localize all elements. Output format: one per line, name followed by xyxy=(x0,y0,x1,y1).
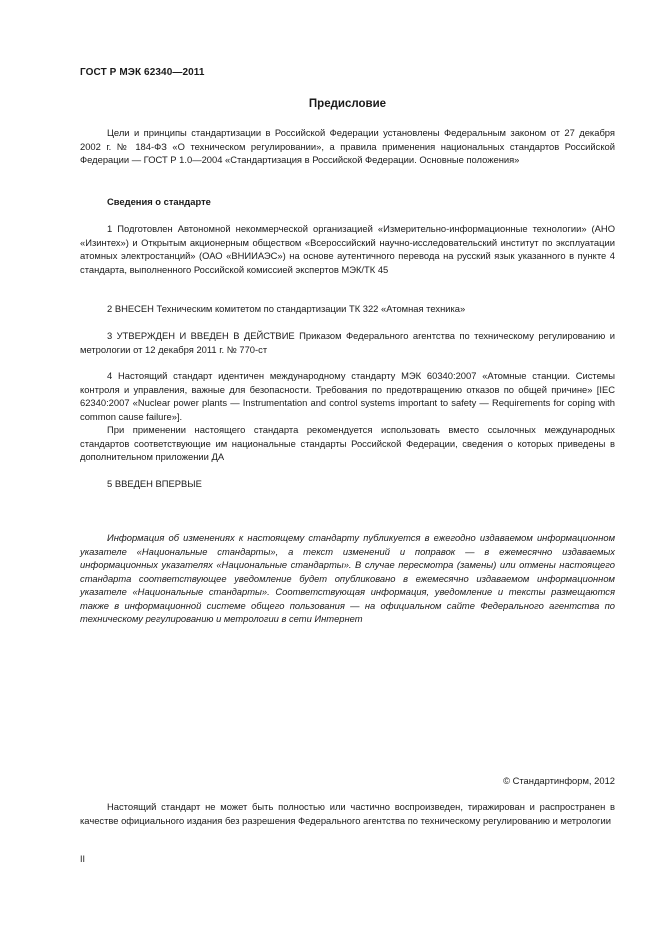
page-number: II xyxy=(80,854,86,864)
item-1 xyxy=(80,222,615,276)
item-3-text: 3 УТВЕРЖДЕН И ВВЕДЕН В ДЕЙСТВИЕ Приказом Федерального агентства по техническому регулированию и метрологии от 12 декабря 2011 г. № 770-ст xyxy=(80,330,615,355)
copyright-line: © Стандартинформ, 2012 xyxy=(503,775,615,786)
item-1-text: 1 Подготовлен Автономной некоммерческой организацией «Измерительно-информационные технологии» (АНО «Изинтех») и Открытым акционерным обществом «Всероссийский научно-исследовательский институт по эксплуатации атомных электростанций» (ОАО «ВНИИАЭС») на основе аутентичного перевода на русский язык указанного в пункте 4 стандарта, выполненного Российской комиссией экспертов МЭК/ТК 45 xyxy=(80,223,615,275)
item-2-text: 2 ВНЕСЕН Техническим комитетом по стандартизации ТК 322 «Атомная техника» xyxy=(107,303,466,314)
item-5 xyxy=(80,477,615,491)
intro-paragraph xyxy=(80,126,615,167)
item-4-note: При применении настоящего стандарта рекомендуется использовать вместо ссылочных международных стандартов соответствующие им национальные стандарты Российской Федерации, сведения о которых приведены в дополнительном приложении ДА xyxy=(80,424,615,462)
item-2 xyxy=(80,302,615,316)
item-4 xyxy=(80,369,615,464)
item-4-text: 4 Настоящий стандарт идентичен международному стандарту МЭК 60340:2007 «Атомные станции. Системы контроля и управления, важные для безопасности. Требования по предотвращению отказов по общей причине» [IEC 62340:2007 «Nuclear power plants — Instrumentation and control systems important to safety — Requirements for coping with common cause failure»]. xyxy=(80,370,615,422)
item-5-text: 5 ВВЕДЕН ВПЕРВЫЕ xyxy=(107,478,202,489)
info-notice xyxy=(80,531,615,626)
reproduction-notice-text: Настоящий стандарт не может быть полностью или частично воспроизведен, тиражирован и распространен в качестве официального издания без разрешения Федерального агентства по техническому регулированию и метрологии xyxy=(80,801,615,826)
info-notice-text: Информация об изменениях к настоящему стандарту публикуется в ежегодно издаваемом информационном указателе «Национальные стандарты», а текст изменений и поправок — в ежемесячно издаваемых информационных указателях «Национальные стандарты». В случае пересмотра (замены) или отмены настоящего стандарта соответствующее уведомление будет опубликовано в ежемесячно издаваемом информационном указателе «Национальные стандарты». Соответствующая информация, уведомление и тексты размещаются также в информационной системе общего пользования — на официальном сайте Федерального агентства по техническому регулированию и метрологии в сети Интернет xyxy=(80,532,615,624)
page-title: Предисловие xyxy=(308,98,387,110)
standard-code: ГОСТ Р МЭК 62340—2011 xyxy=(80,67,205,78)
intro-text: Цели и принципы стандартизации в Российской Федерации установлены Федеральным законом от 27 декабря 2002 г. № 184-ФЗ «О техническом регулировании», а правила применения национальных стандартов Российской Федерации — ГОСТ Р 1.0—2004 «Стандартизация в Российской Федерации. Основные положения» xyxy=(80,127,615,165)
section-heading: Сведения о стандарте xyxy=(107,196,211,207)
reproduction-notice xyxy=(80,800,615,827)
item-3 xyxy=(80,329,615,356)
